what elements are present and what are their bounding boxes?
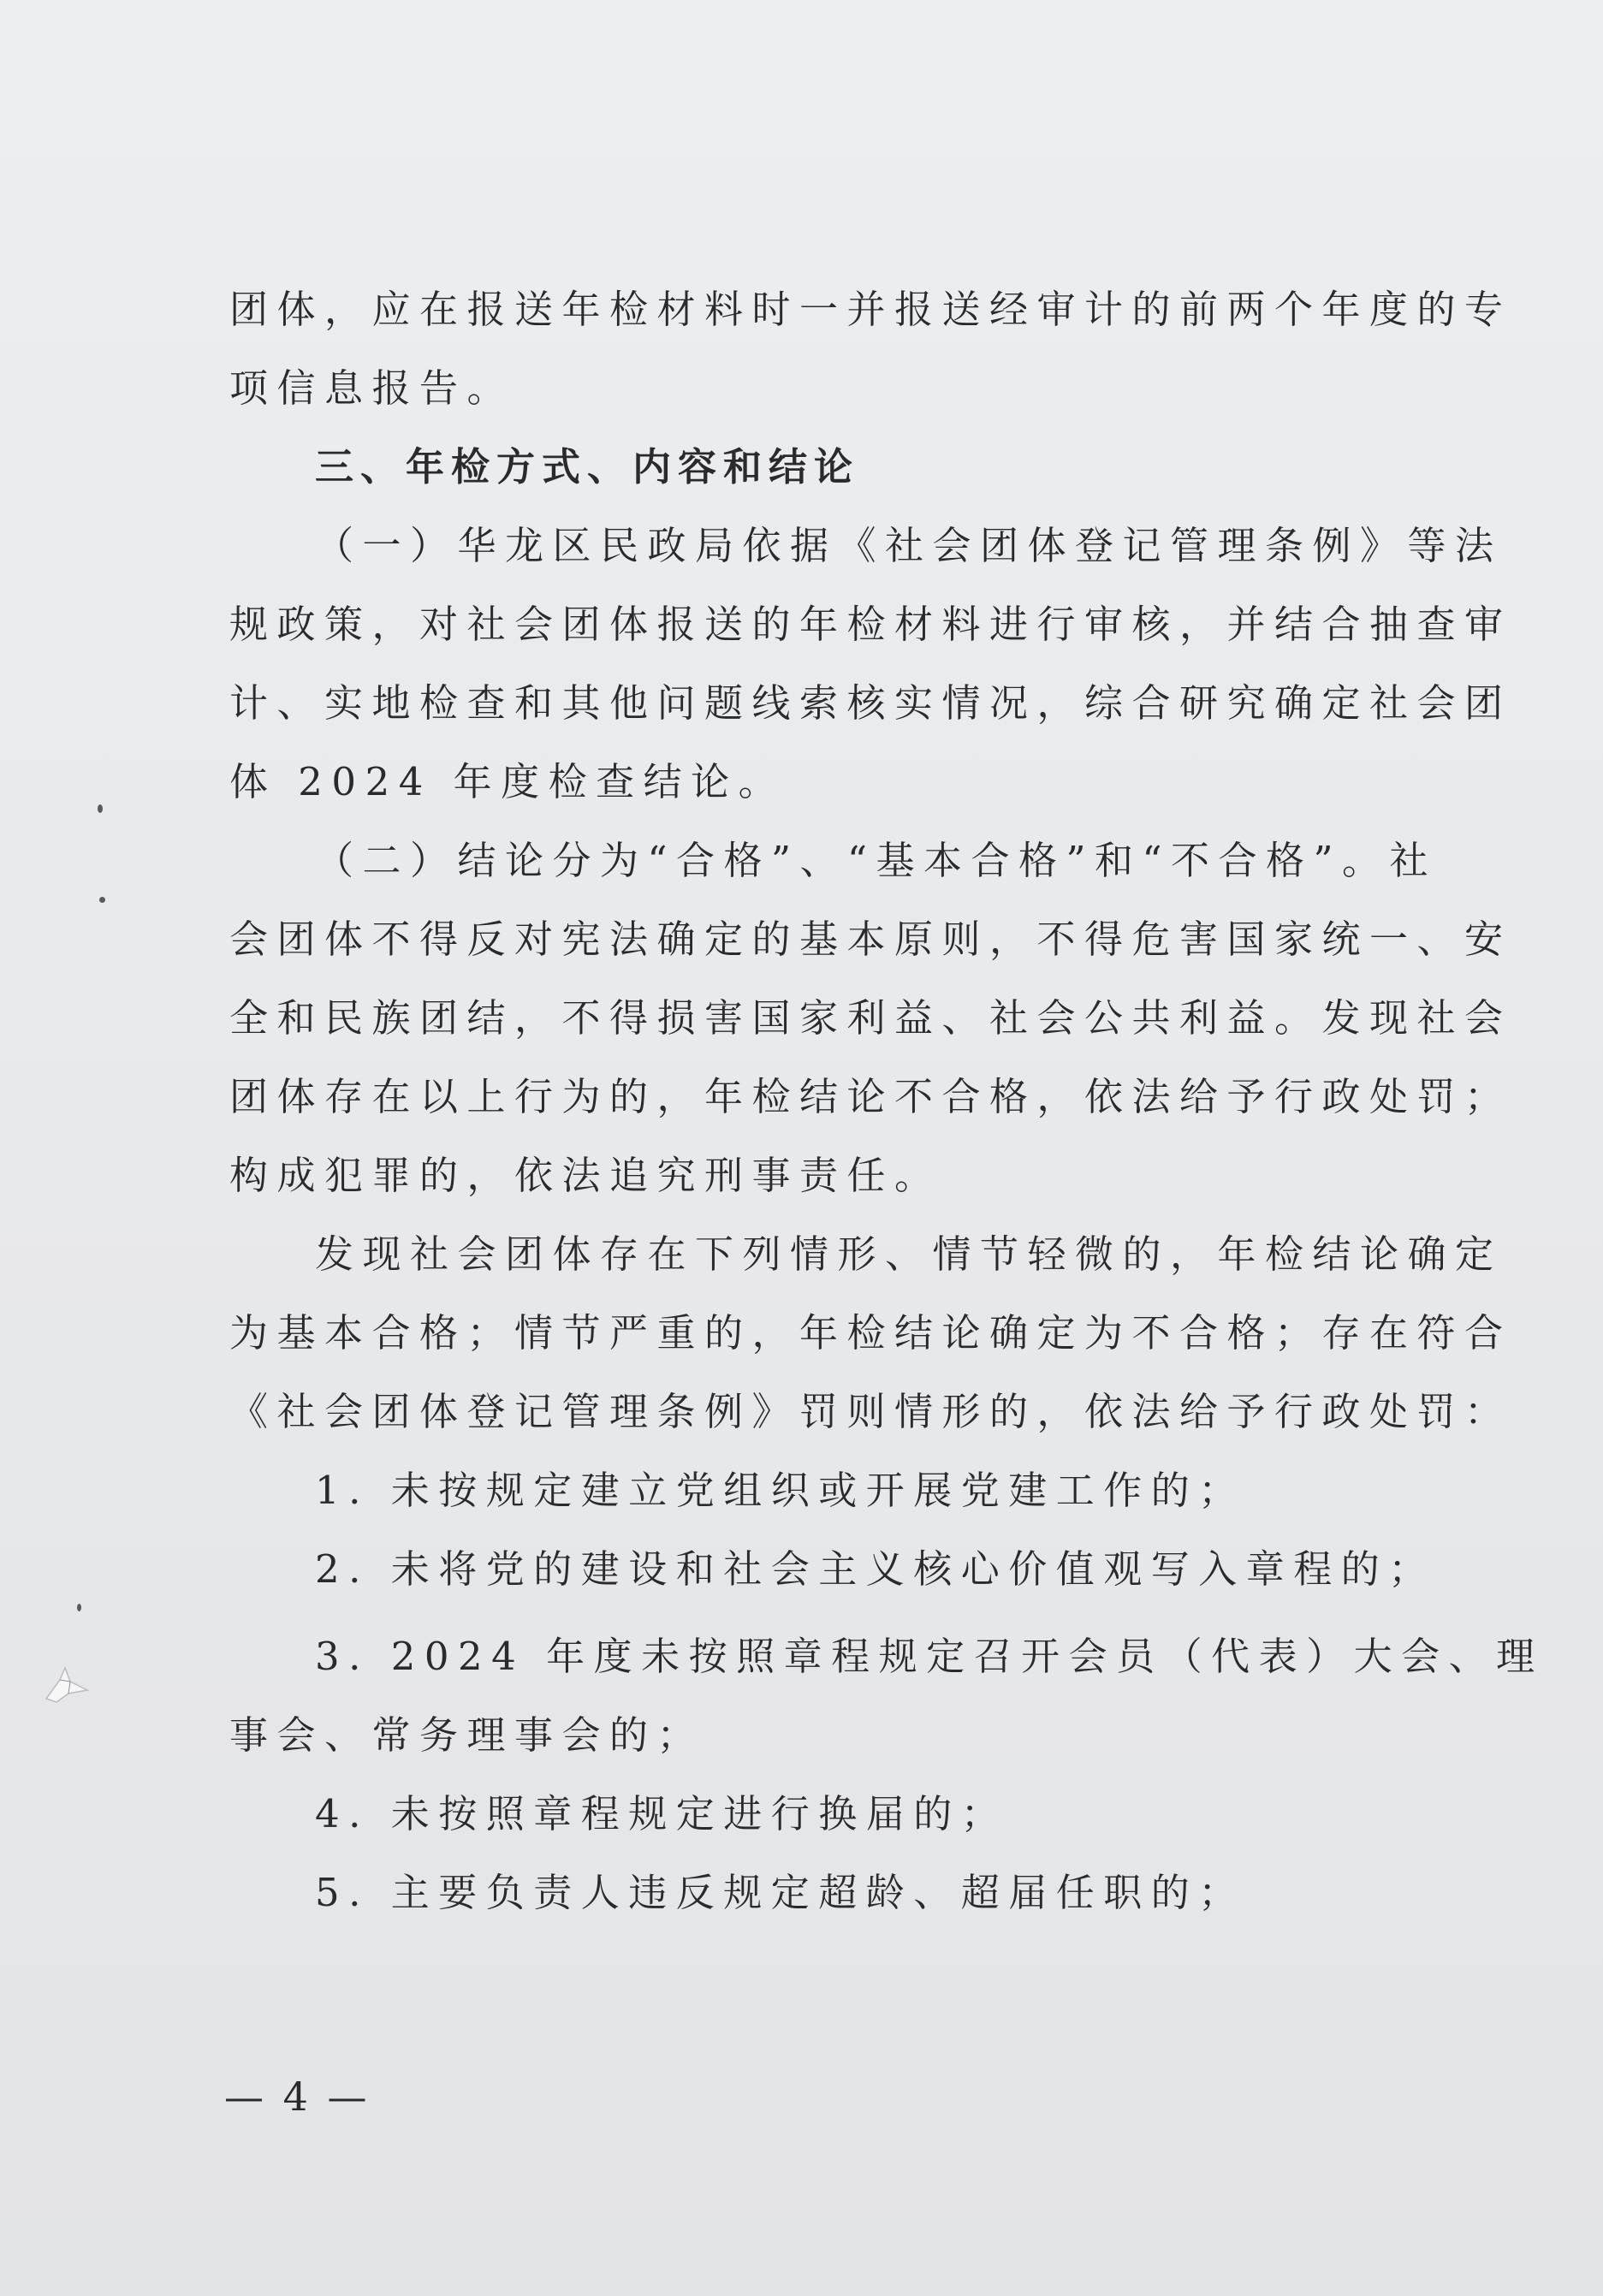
body-line: 团体，应在报送年检材料时一并报送经审计的前两个年度的专 <box>229 287 1512 332</box>
scan-speck <box>99 897 105 903</box>
body-line: 会团体不得反对宪法确定的基本原则，不得危害国家统一、安 <box>229 917 1512 962</box>
scan-speck <box>77 1604 81 1611</box>
body-line: 团体存在以上行为的，年检结论不合格，依法给予行政处罚； <box>229 1074 1512 1119</box>
list-item: 2. 未将党的建设和社会主义核心价值观写入章程的； <box>315 1546 1436 1592</box>
list-item: 5. 主要负责人违反规定超龄、超届任职的； <box>315 1870 1246 1915</box>
list-item: 1. 未按规定建立党组织或开展党建工作的； <box>315 1468 1246 1513</box>
body-line: （一）华龙区民政局依据《社会团体登记管理条例》等法 <box>315 523 1503 568</box>
list-item-continuation: 事会、常务理事会的； <box>229 1712 705 1758</box>
body-line: 构成犯罪的，依法追究刑事责任。 <box>229 1153 942 1198</box>
section-heading: 三、年检方式、内容和结论 <box>315 444 860 489</box>
list-item: 4. 未按照章程规定进行换届的； <box>315 1791 1009 1836</box>
body-line: 全和民族团结，不得损害国家利益、社会公共利益。发现社会 <box>229 995 1512 1041</box>
paper-tear-mark <box>41 1664 92 1704</box>
page-number: — 4 — <box>224 2074 371 2120</box>
body-line: （二）结论分为“合格”、“基本合格”和“不合格”。社 <box>315 838 1438 883</box>
body-line: 体 2024 年度检查结论。 <box>229 759 787 804</box>
body-line: 发现社会团体存在下列情形、情节轻微的，年检结论确定 <box>315 1231 1503 1277</box>
body-line: 计、实地检查和其他问题线索核实情况，综合研究确定社会团 <box>229 680 1512 726</box>
list-item: 3. 2024 年度未按照章程规定召开会员（代表）大会、理 <box>315 1634 1544 1679</box>
body-line: 项信息报告。 <box>229 365 515 411</box>
body-line: 《社会团体登记管理条例》罚则情形的，依法给予行政处罚： <box>229 1389 1512 1434</box>
body-line: 规政策，对社会团体报送的年检材料进行审核，并结合抽查审 <box>229 602 1512 647</box>
scan-speck <box>98 804 103 813</box>
body-line: 为基本合格；情节严重的，年检结论确定为不合格；存在符合 <box>229 1310 1512 1356</box>
